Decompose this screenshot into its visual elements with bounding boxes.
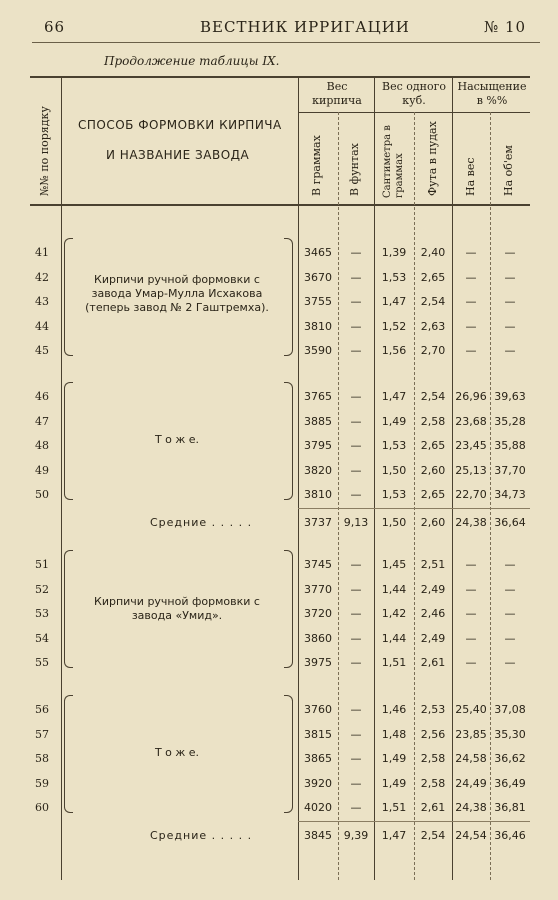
cell-v: — — [504, 656, 516, 669]
avg-cell-w: 24,54 — [455, 829, 487, 842]
row-number: 60 — [35, 801, 49, 814]
cell-v: 37,70 — [494, 463, 526, 477]
cell-f: — — [350, 270, 362, 284]
cell-v: — — [504, 607, 516, 620]
cell-v: — — [504, 558, 516, 571]
cell-f: — — [350, 390, 362, 403]
cell-g: 3815 — [304, 727, 332, 741]
group-description: Т о ж е. — [154, 746, 200, 759]
cell-cm: 1,50 — [381, 463, 407, 477]
cell-ft: 2,46 — [420, 607, 446, 620]
table-top-rule — [30, 76, 530, 78]
cell-g: 3670 — [304, 270, 332, 284]
cell-f: — — [350, 801, 362, 814]
cell-f: — — [350, 558, 362, 571]
cell-g: 3590 — [304, 344, 332, 357]
cell-cm: 1,49 — [381, 776, 407, 790]
row-number: 54 — [35, 631, 49, 645]
cell-cm: 1,42 — [381, 607, 407, 620]
cell-g: 3810 — [304, 319, 332, 333]
cell-g: 3720 — [304, 607, 332, 620]
cell-f: — — [350, 463, 362, 477]
cell-w: — — [465, 558, 477, 571]
row-number: 56 — [35, 703, 49, 716]
cell-f: — — [350, 776, 362, 790]
cell-w: 24,38 — [455, 801, 487, 814]
avg-cell-f: 9,39 — [343, 829, 369, 842]
row-number: 59 — [35, 776, 49, 790]
header-rule — [32, 42, 540, 43]
cell-f: — — [350, 703, 362, 716]
col-header-sat-group: Насыщение в %% — [457, 80, 527, 107]
cell-ft: 2,65 — [420, 270, 446, 284]
cell-cm: 1,49 — [381, 414, 407, 428]
cell-v: — — [504, 295, 516, 308]
cell-ft: 2,58 — [420, 776, 446, 790]
cell-f: — — [350, 631, 362, 645]
cell-cm: 1,52 — [381, 319, 407, 333]
cell-g: 4020 — [304, 801, 332, 814]
cell-cm: 1,51 — [381, 656, 407, 669]
col-header-weight-f: В фунтах — [348, 143, 361, 196]
cell-w: 25,40 — [455, 703, 487, 716]
cell-cm: 1,46 — [381, 703, 407, 716]
group-description: Т о ж е. — [154, 433, 200, 446]
avg-cell-ft: 2,60 — [420, 516, 446, 529]
cell-v: — — [504, 344, 516, 357]
cell-w: 23,45 — [455, 439, 487, 452]
col-header-method-2: И НАЗВАНИЕ ЗАВОДА — [106, 148, 250, 162]
cell-cm: 1,51 — [381, 801, 407, 814]
cell-cm: 1,47 — [381, 295, 407, 308]
cell-v: 35,30 — [494, 727, 526, 741]
cell-v: — — [504, 319, 516, 333]
cell-v: 39,63 — [494, 390, 526, 403]
cell-v: — — [504, 246, 516, 259]
cell-g: 3795 — [304, 439, 332, 452]
cell-ft: 2,61 — [420, 656, 446, 669]
cell-w: — — [465, 295, 477, 308]
cell-g: 3755 — [304, 295, 332, 308]
cell-w: 23,85 — [455, 727, 487, 741]
cell-cm: 1,45 — [381, 558, 407, 571]
cell-g: 3770 — [304, 582, 332, 596]
cell-g: 3865 — [304, 752, 332, 765]
group-description: Кирпичи ручной формовки с завода «Умид». — [94, 595, 260, 622]
cell-g: 3760 — [304, 703, 332, 716]
cell-f: — — [350, 414, 362, 428]
cell-w: 24,49 — [455, 776, 487, 790]
group-bracket-left — [64, 238, 73, 356]
group-bracket-right — [284, 238, 293, 356]
row-number: 47 — [35, 414, 49, 428]
avg-cell-g: 3845 — [304, 829, 332, 842]
group-bracket-right — [284, 695, 293, 813]
cell-cm: 1,48 — [381, 727, 407, 741]
cell-cm: 1,53 — [381, 270, 407, 284]
col-header-weight-g: В граммах — [310, 135, 323, 196]
cell-g: 3820 — [304, 463, 332, 477]
col-header-num: №№ по порядку — [38, 106, 51, 196]
cell-v: 36,81 — [494, 801, 526, 814]
cell-ft: 2,51 — [420, 558, 446, 571]
row-number: 46 — [35, 390, 49, 403]
cell-ft: 2,58 — [420, 414, 446, 428]
col-header-method-1: СПОСОБ ФОРМОВКИ КИРПИЧА — [78, 118, 282, 132]
col-header-weight-group: Вес кирпича — [312, 80, 362, 107]
cell-w: — — [465, 582, 477, 596]
cell-f: — — [350, 246, 362, 259]
cell-cm: 1,44 — [381, 582, 407, 596]
row-number: 50 — [35, 488, 49, 501]
cell-w: — — [465, 319, 477, 333]
cell-f: — — [350, 344, 362, 357]
cell-ft: 2,53 — [420, 703, 446, 716]
cell-g: 3465 — [304, 246, 332, 259]
cell-ft: 2,56 — [420, 727, 446, 741]
cell-ft: 2,61 — [420, 801, 446, 814]
avg-cell-g: 3737 — [304, 516, 332, 529]
cell-w: — — [465, 270, 477, 284]
average-rule — [298, 508, 530, 509]
cell-w: — — [465, 656, 477, 669]
cell-v: 35,88 — [494, 439, 526, 452]
cell-w: — — [465, 607, 477, 620]
row-number: 42 — [35, 270, 49, 284]
cell-ft: 2,63 — [420, 319, 446, 333]
col-header-cube-group: Вес одного куб. — [382, 80, 446, 107]
group-bracket-left — [64, 695, 73, 813]
cell-f: — — [350, 439, 362, 452]
cell-f: — — [350, 488, 362, 501]
row-number: 45 — [35, 344, 49, 357]
group-bracket-right — [284, 382, 293, 500]
avg-cell-ft: 2,54 — [420, 829, 446, 842]
row-number: 58 — [35, 752, 49, 765]
row-number: 51 — [35, 558, 49, 571]
cell-v: 34,73 — [494, 488, 526, 501]
cell-cm: 1,56 — [381, 344, 407, 357]
cell-w: — — [465, 246, 477, 259]
cell-ft: 2,70 — [420, 344, 446, 357]
group-description: Кирпичи ручной формовки с завода Умар-Мулла Исхакова (теперь завод № 2 Гаштремха). — [85, 273, 269, 314]
issue-number: № 10 — [484, 18, 527, 36]
cell-f: — — [350, 727, 362, 741]
cell-w: 25,13 — [455, 463, 487, 477]
cell-v: 37,08 — [494, 703, 526, 716]
cell-f: — — [350, 752, 362, 765]
avg-cell-cm: 1,50 — [381, 516, 407, 529]
cell-f: — — [350, 607, 362, 620]
cell-v: 35,28 — [494, 414, 526, 428]
cell-g: 3860 — [304, 631, 332, 645]
cell-cm: 1,53 — [381, 488, 407, 501]
row-number: 55 — [35, 656, 49, 669]
cell-g: 3810 — [304, 488, 332, 501]
row-number: 43 — [35, 295, 49, 308]
cell-v: — — [504, 582, 516, 596]
group-bracket-left — [64, 382, 73, 500]
cell-cm: 1,53 — [381, 439, 407, 452]
cell-g: 3975 — [304, 656, 332, 669]
page-number: 66 — [44, 18, 66, 36]
cell-ft: 2,54 — [420, 295, 446, 308]
cell-f: — — [350, 656, 362, 669]
cell-ft: 2,49 — [420, 631, 446, 645]
avg-cell-cm: 1,47 — [381, 829, 407, 842]
journal-title: ВЕСТНИК ИРРИГАЦИИ — [200, 18, 410, 36]
cell-v: — — [504, 631, 516, 645]
cell-w: 24,58 — [455, 752, 487, 765]
cell-w: — — [465, 344, 477, 357]
row-number: 41 — [35, 246, 49, 259]
avg-cell-v: 36,64 — [494, 516, 526, 529]
cell-f: — — [350, 319, 362, 333]
avg-cell-v: 36,46 — [494, 829, 526, 842]
row-number: 53 — [35, 607, 49, 620]
col-header-cube-ft: Фута в пудах — [426, 121, 439, 196]
row-number: 49 — [35, 463, 49, 477]
cell-ft: 2,58 — [420, 752, 446, 765]
cell-v: 36,62 — [494, 752, 526, 765]
cell-g: 3920 — [304, 776, 332, 790]
cell-ft: 2,65 — [420, 488, 446, 501]
avg-cell-w: 24,38 — [455, 516, 487, 529]
group-bracket-left — [64, 550, 73, 668]
cell-w: 26,96 — [455, 390, 487, 403]
cell-ft: 2,40 — [420, 246, 446, 259]
average-label: Средние . . . . . — [150, 516, 253, 529]
col-header-sat-v: На об'ем — [502, 145, 515, 196]
cell-g: 3885 — [304, 414, 332, 428]
col-header-sat-w: На вес — [464, 157, 477, 196]
cell-cm: 1,47 — [381, 390, 407, 403]
cell-g: 3745 — [304, 558, 332, 571]
group-bracket-right — [284, 550, 293, 668]
cell-ft: 2,49 — [420, 582, 446, 596]
row-number: 44 — [35, 319, 49, 333]
cell-cm: 1,39 — [381, 246, 407, 259]
cell-g: 3765 — [304, 390, 332, 403]
cell-w: 23,68 — [455, 414, 487, 428]
cell-v: 36,49 — [494, 776, 526, 790]
row-number: 57 — [35, 727, 49, 741]
row-number: 52 — [35, 582, 49, 596]
cell-f: — — [350, 295, 362, 308]
row-number: 48 — [35, 439, 49, 452]
table-subtitle: Продолжение таблицы IX. — [104, 54, 280, 68]
cell-cm: 1,44 — [381, 631, 407, 645]
cell-w: — — [465, 631, 477, 645]
cell-ft: 2,54 — [420, 390, 446, 403]
average-rule — [298, 821, 530, 822]
table-header-rule — [30, 204, 530, 206]
cell-f: — — [350, 582, 362, 596]
col-header-cube-cm: Сантиметра в граммах — [382, 125, 405, 198]
cell-ft: 2,65 — [420, 439, 446, 452]
cell-w: 22,70 — [455, 488, 487, 501]
cell-cm: 1,49 — [381, 752, 407, 765]
cell-ft: 2,60 — [420, 463, 446, 477]
avg-cell-f: 9,13 — [343, 516, 369, 529]
average-label: Средние . . . . . — [150, 829, 253, 842]
cell-v: — — [504, 270, 516, 284]
